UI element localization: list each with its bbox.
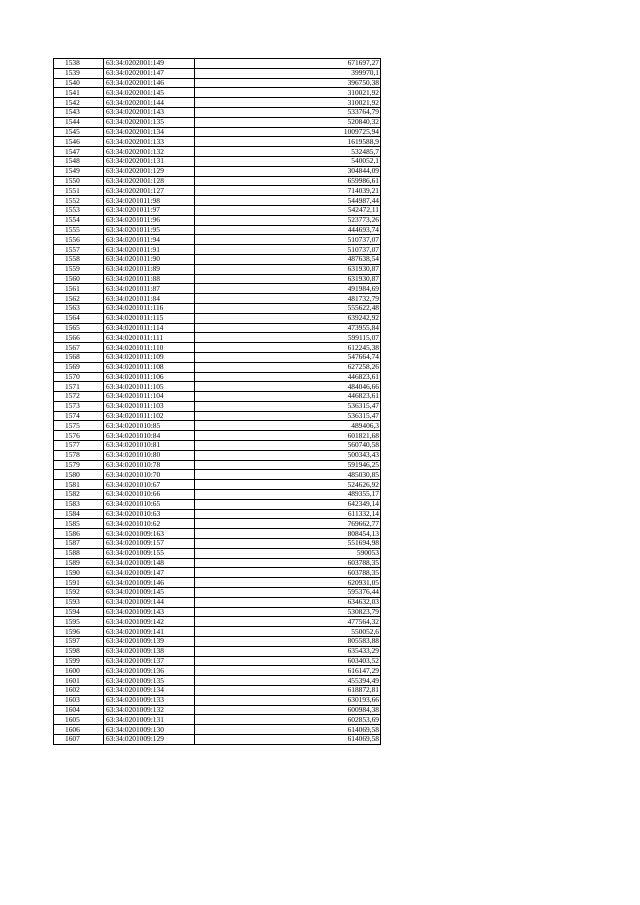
table-row [54,519,381,529]
cadastral-number-cell: 63:34:0201010:67 [104,480,195,490]
table-row [54,539,381,549]
value-cell: 444693,74 [195,225,381,235]
table-row [54,490,381,500]
row-number-cell: 1584 [54,509,104,519]
row-number-cell: 1586 [54,529,104,539]
table-row [54,127,381,137]
table-row [54,137,381,147]
cadastral-number-cell: 63:34:0201011:108 [104,362,195,372]
table-row [54,78,381,88]
value-cell: 555622,48 [195,303,381,313]
row-number-cell: 1539 [54,68,104,78]
row-number-cell: 1599 [54,656,104,666]
value-cell: 530823,79 [195,607,381,617]
row-number-cell: 1593 [54,597,104,607]
value-cell: 510737,07 [195,245,381,255]
row-number-cell: 1543 [54,107,104,117]
cadastral-number-cell: 63:34:0201010:66 [104,490,195,500]
table-row [54,411,381,421]
row-number-cell: 1545 [54,127,104,137]
table-row [54,460,381,470]
table-row [54,734,381,744]
cadastral-number-cell: 63:34:0201009:136 [104,666,195,676]
row-number-cell: 1567 [54,343,104,353]
cadastral-number-cell: 63:34:0201011:114 [104,323,195,333]
row-number-cell: 1589 [54,558,104,568]
value-cell: 600984,38 [195,705,381,715]
table-row [54,88,381,98]
row-number-cell: 1560 [54,274,104,284]
value-cell: 631930,87 [195,274,381,284]
value-cell: 532485,7 [195,147,381,157]
row-number-cell: 1588 [54,548,104,558]
table-row [54,617,381,627]
value-cell: 1009725,94 [195,127,381,137]
value-cell: 808454,13 [195,529,381,539]
table-row [54,186,381,196]
table-row [54,196,381,206]
row-number-cell: 1583 [54,499,104,509]
row-number-cell: 1578 [54,450,104,460]
row-number-cell: 1556 [54,235,104,245]
table-row [54,656,381,666]
value-cell: 630193,66 [195,695,381,705]
cadastral-number-cell: 63:34:0201011:84 [104,294,195,304]
row-number-cell: 1547 [54,147,104,157]
cadastral-number-cell: 63:34:0201010:62 [104,519,195,529]
row-number-cell: 1575 [54,421,104,431]
row-number-cell: 1601 [54,676,104,686]
table-row [54,392,381,402]
row-number-cell: 1591 [54,578,104,588]
value-cell: 603788,35 [195,568,381,578]
row-number-cell: 1559 [54,264,104,274]
table-row [54,421,381,431]
value-cell: 601821,68 [195,431,381,441]
cadastral-number-cell: 63:34:0202001:147 [104,68,195,78]
table-row [54,215,381,225]
row-number-cell: 1592 [54,588,104,598]
table-row [54,499,381,509]
table-row [54,676,381,686]
table-row [54,401,381,411]
row-number-cell: 1558 [54,254,104,264]
table-row [54,333,381,343]
row-number-cell: 1571 [54,382,104,392]
value-cell: 455394,49 [195,676,381,686]
cadastral-number-cell: 63:34:0201011:94 [104,235,195,245]
cadastral-number-cell: 63:34:0201010:65 [104,499,195,509]
table-row [54,107,381,117]
cadastral-number-cell: 63:34:0201010:84 [104,431,195,441]
value-cell: 481732,79 [195,294,381,304]
table-row [54,705,381,715]
row-number-cell: 1581 [54,480,104,490]
cadastral-number-cell: 63:34:0201009:144 [104,597,195,607]
cadastral-number-cell: 63:34:0202001:132 [104,147,195,157]
cadastral-number-cell: 63:34:0201009:133 [104,695,195,705]
value-cell: 484046,66 [195,382,381,392]
row-number-cell: 1568 [54,352,104,362]
value-cell: 714039,21 [195,186,381,196]
row-number-cell: 1541 [54,88,104,98]
table-row [54,480,381,490]
cadastral-number-cell: 63:34:0202001:128 [104,176,195,186]
value-cell: 550052,6 [195,627,381,637]
row-number-cell: 1598 [54,646,104,656]
table-row [54,470,381,480]
row-number-cell: 1569 [54,362,104,372]
row-number-cell: 1594 [54,607,104,617]
table-row [54,578,381,588]
row-number-cell: 1561 [54,284,104,294]
cadastral-number-cell: 63:34:0201011:105 [104,382,195,392]
table-row [54,558,381,568]
value-cell: 523773,26 [195,215,381,225]
value-cell: 446823,61 [195,392,381,402]
cadastral-number-cell: 63:34:0202001:144 [104,98,195,108]
value-cell: 396750,38 [195,78,381,88]
cadastral-number-cell: 63:34:0201011:95 [104,225,195,235]
row-number-cell: 1579 [54,460,104,470]
cadastral-number-cell: 63:34:0201011:87 [104,284,195,294]
value-cell: 671697,27 [195,59,381,69]
table-row [54,117,381,127]
row-number-cell: 1585 [54,519,104,529]
table-row [54,68,381,78]
table-row [54,382,381,392]
cadastral-number-cell: 63:34:0201011:91 [104,245,195,255]
cadastral-number-cell: 63:34:0201011:115 [104,313,195,323]
value-cell: 634632,03 [195,597,381,607]
row-number-cell: 1595 [54,617,104,627]
table-row [54,205,381,215]
table-row [54,235,381,245]
cadastral-number-cell: 63:34:0201009:131 [104,715,195,725]
table-row [54,245,381,255]
table-row [54,725,381,735]
cadastral-number-cell: 63:34:0201011:89 [104,264,195,274]
row-number-cell: 1540 [54,78,104,88]
value-cell: 591946,25 [195,460,381,470]
cadastral-number-cell: 63:34:0201009:157 [104,539,195,549]
value-cell: 446823,61 [195,372,381,382]
table-row [54,529,381,539]
table-row [54,372,381,382]
value-cell: 616147,29 [195,666,381,676]
value-cell: 544987,44 [195,196,381,206]
cadastral-number-cell: 63:34:0202001:134 [104,127,195,137]
cadastral-number-cell: 63:34:0201009:129 [104,734,195,744]
table-row [54,264,381,274]
cadastral-number-cell: 63:34:0201010:85 [104,421,195,431]
cadastral-number-cell: 63:34:0201009:130 [104,725,195,735]
cadastral-number-cell: 63:34:0202001:133 [104,137,195,147]
cadastral-number-cell: 63:34:0201011:97 [104,205,195,215]
value-cell: 602853,69 [195,715,381,725]
row-number-cell: 1582 [54,490,104,500]
value-cell: 491984,69 [195,284,381,294]
row-number-cell: 1573 [54,401,104,411]
row-number-cell: 1555 [54,225,104,235]
value-cell: 1619588,9 [195,137,381,147]
cadastral-number-cell: 63:34:0201010:70 [104,470,195,480]
table-row [54,362,381,372]
cadastral-number-cell: 63:34:0201009:145 [104,588,195,598]
value-cell: 603788,35 [195,558,381,568]
cadastral-number-cell: 63:34:0201009:142 [104,617,195,627]
table-row [54,294,381,304]
value-cell: 635433,29 [195,646,381,656]
table-row [54,597,381,607]
row-number-cell: 1572 [54,392,104,402]
value-cell: 533764,79 [195,107,381,117]
value-cell: 485030,85 [195,470,381,480]
row-number-cell: 1590 [54,568,104,578]
value-cell: 500343,43 [195,450,381,460]
table-row [54,176,381,186]
row-number-cell: 1574 [54,411,104,421]
cadastral-number-cell: 63:34:0201011:88 [104,274,195,284]
table-row [54,225,381,235]
row-number-cell: 1544 [54,117,104,127]
value-cell: 489355,17 [195,490,381,500]
table-row [54,450,381,460]
value-cell: 473955,84 [195,323,381,333]
cadastral-number-cell: 63:34:0202001:131 [104,156,195,166]
row-number-cell: 1562 [54,294,104,304]
cadastral-number-cell: 63:34:0202001:149 [104,59,195,69]
value-cell: 560740,58 [195,441,381,451]
cadastral-number-cell: 63:34:0201011:90 [104,254,195,264]
table-row [54,98,381,108]
row-number-cell: 1603 [54,695,104,705]
cadastral-number-cell: 63:34:0201009:148 [104,558,195,568]
cadastral-number-cell: 63:34:0201010:63 [104,509,195,519]
value-cell: 536315,47 [195,411,381,421]
table-row [54,607,381,617]
value-cell: 524626,92 [195,480,381,490]
value-cell: 614069,58 [195,734,381,744]
row-number-cell: 1607 [54,734,104,744]
row-number-cell: 1551 [54,186,104,196]
row-number-cell: 1600 [54,666,104,676]
cadastral-number-cell: 63:34:0201011:103 [104,401,195,411]
table-row [54,166,381,176]
value-cell: 627258,26 [195,362,381,372]
value-cell: 520840,32 [195,117,381,127]
cadastral-number-cell: 63:34:0201011:109 [104,352,195,362]
value-cell: 618872,81 [195,686,381,696]
value-cell: 642349,14 [195,499,381,509]
table-row [54,313,381,323]
row-number-cell: 1587 [54,539,104,549]
cadastral-number-cell: 63:34:0201011:102 [104,411,195,421]
cadastral-number-cell: 63:34:0201009:143 [104,607,195,617]
value-cell: 542472,11 [195,205,381,215]
cadastral-number-cell: 63:34:0202001:135 [104,117,195,127]
row-number-cell: 1557 [54,245,104,255]
cadastral-number-cell: 63:34:0201010:80 [104,450,195,460]
table-row [54,695,381,705]
table-body [54,59,381,745]
row-number-cell: 1597 [54,637,104,647]
table-row [54,568,381,578]
value-cell: 540052,1 [195,156,381,166]
value-cell: 547664,74 [195,352,381,362]
row-number-cell: 1602 [54,686,104,696]
table-row [54,274,381,284]
row-number-cell: 1538 [54,59,104,69]
table-row [54,548,381,558]
cadastral-number-cell: 63:34:0202001:127 [104,186,195,196]
value-cell: 310021,92 [195,98,381,108]
row-number-cell: 1577 [54,441,104,451]
value-cell: 659986,61 [195,176,381,186]
value-cell: 304844,09 [195,166,381,176]
row-number-cell: 1580 [54,470,104,480]
row-number-cell: 1565 [54,323,104,333]
value-cell: 487638,54 [195,254,381,264]
row-number-cell: 1605 [54,715,104,725]
value-cell: 536315,47 [195,401,381,411]
table-row [54,303,381,313]
value-cell: 510737,07 [195,235,381,245]
row-number-cell: 1548 [54,156,104,166]
value-cell: 612245,38 [195,343,381,353]
value-cell: 590053 [195,548,381,558]
cadastral-number-cell: 63:34:0202001:129 [104,166,195,176]
cadastral-number-cell: 63:34:0201009:147 [104,568,195,578]
row-number-cell: 1552 [54,196,104,206]
table-row [54,588,381,598]
cadastral-number-cell: 63:34:0201009:137 [104,656,195,666]
row-number-cell: 1546 [54,137,104,147]
table-row [54,646,381,656]
cadastral-number-cell: 63:34:0201009:132 [104,705,195,715]
table-row [54,147,381,157]
value-cell: 477564,32 [195,617,381,627]
table-row [54,59,381,69]
table-row [54,509,381,519]
cadastral-number-cell: 63:34:0201009:134 [104,686,195,696]
table-row [54,323,381,333]
cadastral-number-cell: 63:34:0201009:163 [104,529,195,539]
table-row [54,666,381,676]
value-cell: 620931,05 [195,578,381,588]
value-cell: 310021,92 [195,88,381,98]
value-cell: 489406,3 [195,421,381,431]
cadastral-number-cell: 63:34:0201011:116 [104,303,195,313]
row-number-cell: 1549 [54,166,104,176]
row-number-cell: 1596 [54,627,104,637]
cadastral-number-cell: 63:34:0201009:139 [104,637,195,647]
cadastral-number-cell: 63:34:0201009:155 [104,548,195,558]
cadastral-number-cell: 63:34:0201011:106 [104,372,195,382]
row-number-cell: 1604 [54,705,104,715]
row-number-cell: 1576 [54,431,104,441]
value-cell: 595376,44 [195,588,381,598]
cadastral-number-cell: 63:34:0201011:110 [104,343,195,353]
row-number-cell: 1566 [54,333,104,343]
table-row [54,352,381,362]
value-cell: 599115,07 [195,333,381,343]
table-row [54,637,381,647]
value-cell: 805583,88 [195,637,381,647]
cadastral-number-cell: 63:34:0201011:111 [104,333,195,343]
value-cell: 639242,92 [195,313,381,323]
row-number-cell: 1570 [54,372,104,382]
data-table [53,58,381,745]
row-number-cell: 1606 [54,725,104,735]
value-cell: 631930,87 [195,264,381,274]
table-row [54,715,381,725]
value-cell: 614069,58 [195,725,381,735]
cadastral-number-cell: 63:34:0202001:146 [104,78,195,88]
cadastral-number-cell: 63:34:0202001:145 [104,88,195,98]
value-cell: 611332,14 [195,509,381,519]
cadastral-number-cell: 63:34:0202001:143 [104,107,195,117]
cadastral-number-cell: 63:34:0201010:78 [104,460,195,470]
table-row [54,284,381,294]
cadastral-number-cell: 63:34:0201010:81 [104,441,195,451]
table-row [54,686,381,696]
value-cell: 769662,77 [195,519,381,529]
table-row [54,627,381,637]
cadastral-number-cell: 63:34:0201009:135 [104,676,195,686]
row-number-cell: 1563 [54,303,104,313]
cadastral-number-cell: 63:34:0201011:104 [104,392,195,402]
row-number-cell: 1564 [54,313,104,323]
table-row [54,441,381,451]
value-cell: 603403,52 [195,656,381,666]
cadastral-number-cell: 63:34:0201009:146 [104,578,195,588]
cadastral-number-cell: 63:34:0201009:141 [104,627,195,637]
value-cell: 551694,98 [195,539,381,549]
row-number-cell: 1553 [54,205,104,215]
cadastral-number-cell: 63:34:0201009:138 [104,646,195,656]
value-cell: 399970,1 [195,68,381,78]
row-number-cell: 1554 [54,215,104,225]
table-row [54,431,381,441]
cadastral-number-cell: 63:34:0201011:98 [104,196,195,206]
table-row [54,254,381,264]
row-number-cell: 1550 [54,176,104,186]
table-row [54,343,381,353]
cadastral-number-cell: 63:34:0201011:96 [104,215,195,225]
row-number-cell: 1542 [54,98,104,108]
table-row [54,156,381,166]
